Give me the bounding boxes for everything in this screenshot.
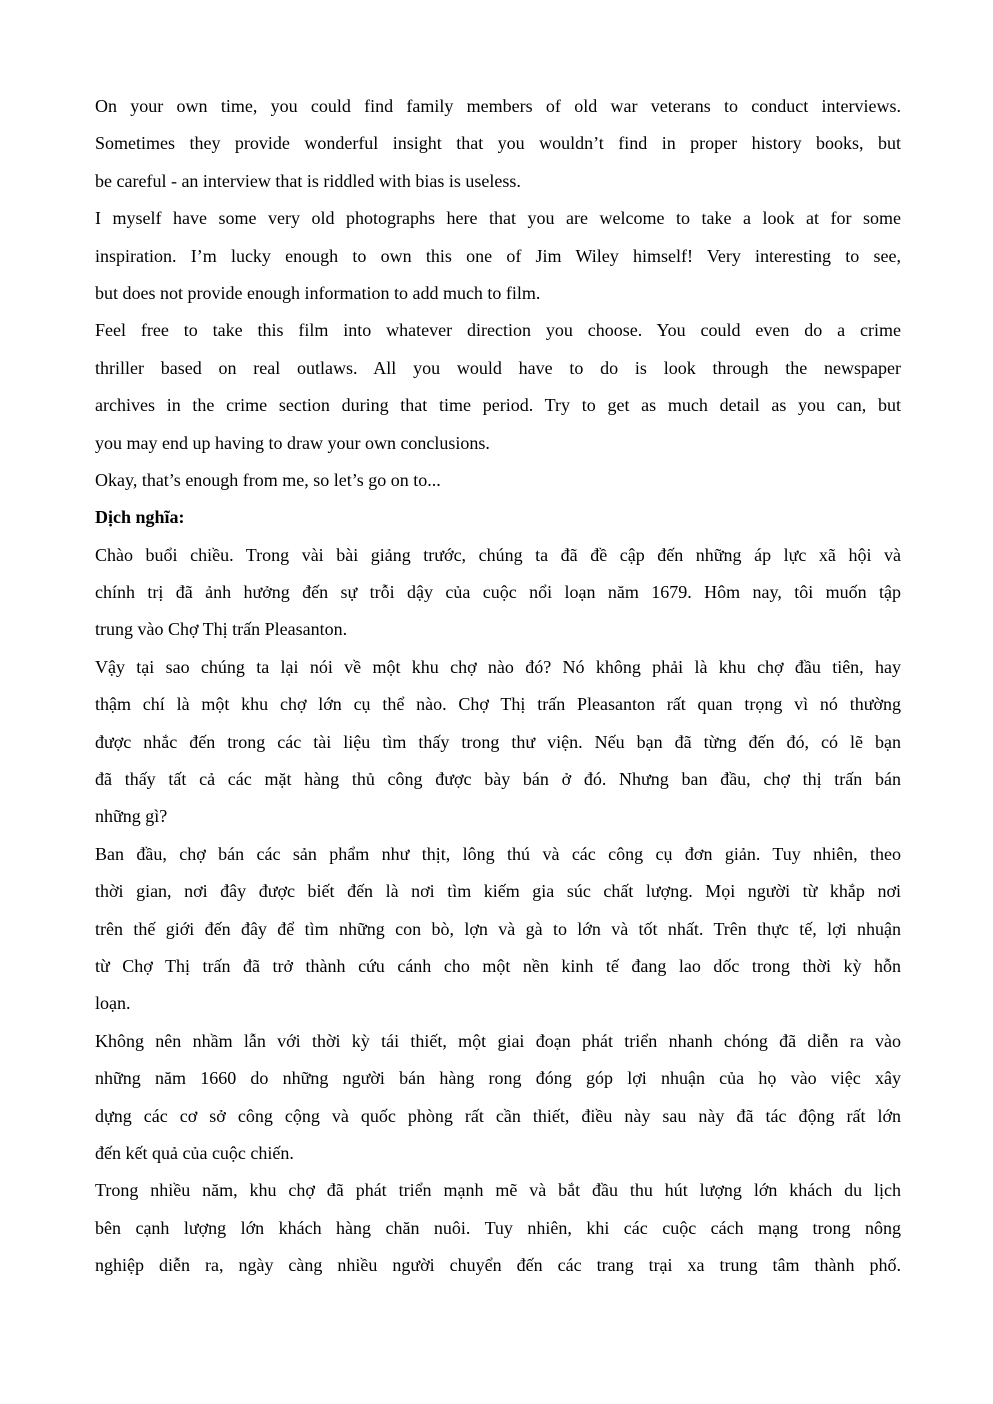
paragraph-vi-trong-nhieu-nam — [95, 1172, 901, 1284]
paragraph-vi-vay-tai-sao — [95, 649, 901, 836]
paragraph-en-interviews — [95, 88, 901, 200]
text-line: Feel free to take this film into whatever direction you choose. You could even do a crime — [95, 320, 901, 341]
text-line: On your own time, you could find family members of old war veterans to conduct interviews. — [95, 96, 901, 116]
paragraph-en-film-direction — [95, 312, 901, 462]
paragraph-vi-chao-buoi-chieu — [95, 537, 901, 649]
text-line: you may end up having to draw your own conclusions. — [95, 432, 490, 453]
text-line: Chào buổi chiều. Trong vài bài giảng trước, chúng ta đã đề cập đến những áp lực xã hội và — [95, 544, 901, 565]
text-line: bên cạnh lượng lớn khách hàng chăn nuôi. Tuy nhiên, khi các cuộc cách mạng trong nông — [95, 1217, 901, 1238]
text-line: archives in the crime section during that time period. Try to get as much detail as you can, but — [95, 395, 901, 416]
text-line: trung vào Chợ Thị trấn Pleasanton. — [95, 619, 348, 640]
text-line: những gì? — [95, 806, 168, 827]
text-line: thậm chí là một khu chợ lớn cụ thể nào. Chợ Thị trấn Pleasanton rất quan trọng vì nó thường — [95, 694, 901, 715]
text-line: đến kết quả của cuộc chiến. — [95, 1142, 294, 1163]
text-line: but does not provide enough information to add much to film. — [95, 282, 541, 303]
text-line: được nhắc đến trong các tài liệu tìm thấy trong thư viện. Nếu bạn đã từng đến đó, có lẽ bạn — [95, 731, 901, 752]
text-line: be careful - an interview that is riddled with bias is useless. — [95, 170, 521, 191]
paragraph-en-photographs — [95, 200, 901, 312]
text-line: đã thấy tất cả các mặt hàng thủ công được bày bán ở đó. Nhưng ban đầu, chợ thị trấn bán — [95, 769, 901, 790]
text-line: Okay, that’s enough from me, so let’s go on to... — [95, 469, 441, 490]
text-line: Trong nhiều năm, khu chợ đã phát triển mạnh mẽ và bắt đầu thu hút lượng lớn khách du lịch — [95, 1180, 901, 1201]
text-line: thriller based on real outlaws. All you would have to do is look through the newspaper — [95, 357, 901, 378]
text-line: I myself have some very old photographs here that you are welcome to take a look at for some — [95, 208, 901, 229]
text-line: nghiệp diễn ra, ngày càng nhiều người chuyển đến các trang trại xa trung tâm thành phố. — [95, 1255, 901, 1276]
paragraph-vi-ban-dau — [95, 836, 901, 1023]
text-line: Dịch nghĩa: — [95, 507, 185, 528]
text-line: những năm 1660 do những người bán hàng rong đóng góp lợi nhuận của họ vào việc xây — [95, 1068, 901, 1089]
text-line: loạn. — [95, 993, 131, 1014]
text-line: chính trị đã ảnh hưởng đến sự trỗi dậy của cuộc nổi loạn năm 1679. Hôm nay, tôi muốn tập — [95, 582, 901, 603]
paragraph-en-closing — [95, 462, 901, 499]
text-line: từ Chợ Thị trấn đã trở thành cứu cánh cho một nền kinh tế đang lao dốc trong thời kỳ hỗn — [95, 955, 901, 976]
text-line: thời gian, nơi đây được biết đến là nơi tìm kiếm gia súc chất lượng. Mọi người từ khắp nơi — [95, 881, 901, 902]
text-line: Không nên nhầm lẫn với thời kỳ tái thiết, một giai đoạn phát triển nhanh chóng đã diễn ra vào — [95, 1030, 901, 1051]
paragraph-vi-khong-nen-nham-lan — [95, 1023, 901, 1173]
document-body — [95, 88, 901, 1285]
dich-nghia-heading — [95, 499, 901, 536]
text-line: Sometimes they provide wonderful insight that you wouldn’t find in proper history books, but — [95, 133, 901, 154]
text-line: inspiration. I’m lucky enough to own this one of Jim Wiley himself! Very interesting to see, — [95, 245, 901, 266]
text-line: Vậy tại sao chúng ta lại nói về một khu chợ nào đó? Nó không phải là khu chợ đầu tiên, hay — [95, 656, 901, 677]
text-line: dựng các cơ sở công cộng và quốc phòng rất cần thiết, điều này sau này đã tác động rất lớn — [95, 1105, 901, 1126]
text-line: trên thế giới đến đây để tìm những con bò, lợn và gà to lớn và tốt nhất. Trên thực tế, lợi nhuận — [95, 918, 901, 939]
text-line: Ban đầu, chợ bán các sản phẩm như thịt, lông thú và các công cụ đơn giản. Tuy nhiên, theo — [95, 843, 901, 864]
